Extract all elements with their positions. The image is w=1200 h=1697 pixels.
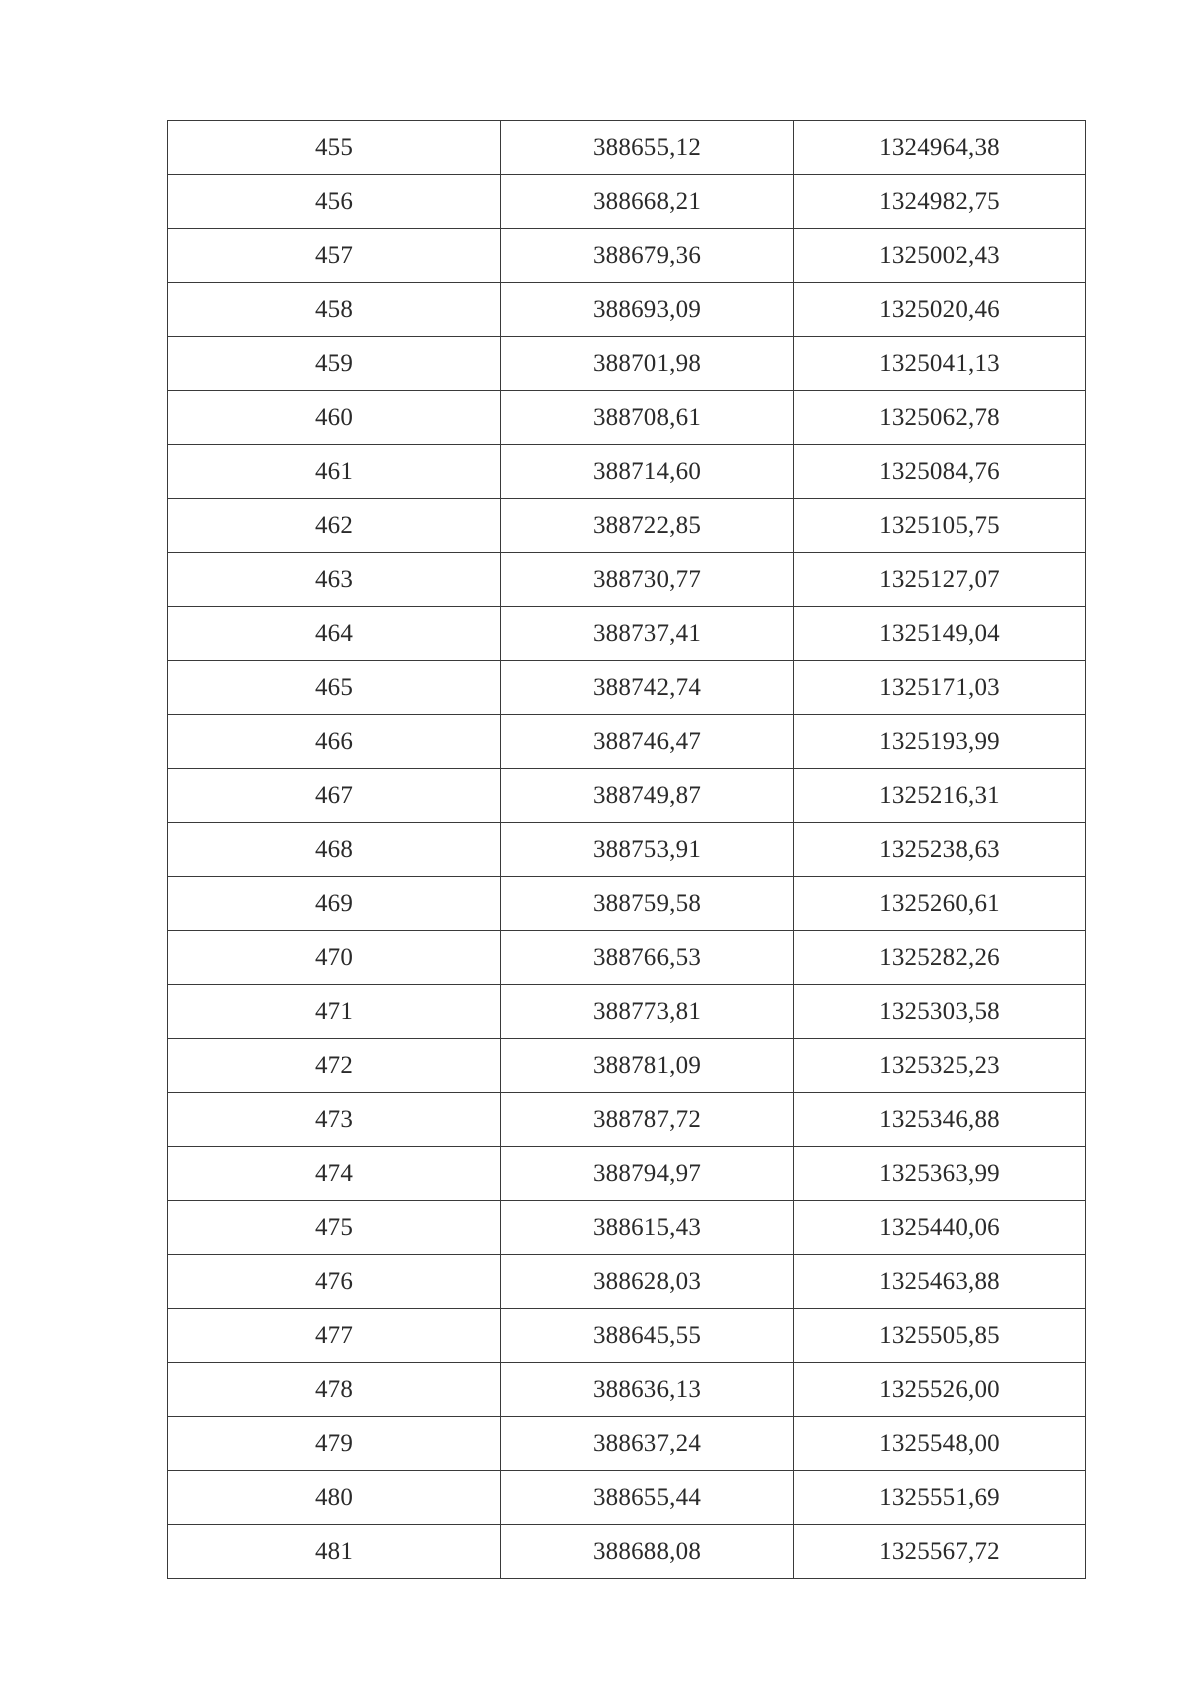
table-row <box>168 229 1086 283</box>
x-coordinate-cell: 388628,03 <box>501 1255 794 1309</box>
table-row <box>168 337 1086 391</box>
table-row <box>168 1525 1086 1579</box>
point-number-cell: 461 <box>168 445 501 499</box>
table-row <box>168 1417 1086 1471</box>
point-number-cell: 457 <box>168 229 501 283</box>
x-coordinate-cell: 388737,41 <box>501 607 794 661</box>
table-row <box>168 391 1086 445</box>
table-row <box>168 283 1086 337</box>
point-number-cell: 458 <box>168 283 501 337</box>
y-coordinate-cell: 1324964,38 <box>794 121 1086 175</box>
point-number-cell: 468 <box>168 823 501 877</box>
point-number-cell: 477 <box>168 1309 501 1363</box>
table-row <box>168 553 1086 607</box>
table-row <box>168 823 1086 877</box>
y-coordinate-cell: 1325216,31 <box>794 769 1086 823</box>
point-number-cell: 463 <box>168 553 501 607</box>
point-number-cell: 464 <box>168 607 501 661</box>
y-coordinate-cell: 1325303,58 <box>794 985 1086 1039</box>
coordinates-table-body <box>168 121 1086 1579</box>
table-row <box>168 1363 1086 1417</box>
table-row <box>168 877 1086 931</box>
table-row <box>168 607 1086 661</box>
y-coordinate-cell: 1325551,69 <box>794 1471 1086 1525</box>
point-number-cell: 465 <box>168 661 501 715</box>
x-coordinate-cell: 388749,87 <box>501 769 794 823</box>
x-coordinate-cell: 388701,98 <box>501 337 794 391</box>
y-coordinate-cell: 1325041,13 <box>794 337 1086 391</box>
point-number-cell: 473 <box>168 1093 501 1147</box>
y-coordinate-cell: 1325548,00 <box>794 1417 1086 1471</box>
x-coordinate-cell: 388714,60 <box>501 445 794 499</box>
y-coordinate-cell: 1325463,88 <box>794 1255 1086 1309</box>
point-number-cell: 455 <box>168 121 501 175</box>
x-coordinate-cell: 388766,53 <box>501 931 794 985</box>
x-coordinate-cell: 388655,44 <box>501 1471 794 1525</box>
x-coordinate-cell: 388730,77 <box>501 553 794 607</box>
x-coordinate-cell: 388742,74 <box>501 661 794 715</box>
x-coordinate-cell: 388615,43 <box>501 1201 794 1255</box>
x-coordinate-cell: 388645,55 <box>501 1309 794 1363</box>
y-coordinate-cell: 1325363,99 <box>794 1147 1086 1201</box>
point-number-cell: 469 <box>168 877 501 931</box>
y-coordinate-cell: 1325526,00 <box>794 1363 1086 1417</box>
table-row <box>168 445 1086 499</box>
y-coordinate-cell: 1325282,26 <box>794 931 1086 985</box>
point-number-cell: 470 <box>168 931 501 985</box>
y-coordinate-cell: 1325440,06 <box>794 1201 1086 1255</box>
point-number-cell: 474 <box>168 1147 501 1201</box>
table-row <box>168 1147 1086 1201</box>
point-number-cell: 456 <box>168 175 501 229</box>
point-number-cell: 471 <box>168 985 501 1039</box>
y-coordinate-cell: 1325325,23 <box>794 1039 1086 1093</box>
point-number-cell: 480 <box>168 1471 501 1525</box>
x-coordinate-cell: 388636,13 <box>501 1363 794 1417</box>
y-coordinate-cell: 1325171,03 <box>794 661 1086 715</box>
y-coordinate-cell: 1325062,78 <box>794 391 1086 445</box>
x-coordinate-cell: 388773,81 <box>501 985 794 1039</box>
y-coordinate-cell: 1325567,72 <box>794 1525 1086 1579</box>
table-row <box>168 715 1086 769</box>
point-number-cell: 467 <box>168 769 501 823</box>
table-row <box>168 1093 1086 1147</box>
point-number-cell: 479 <box>168 1417 501 1471</box>
point-number-cell: 475 <box>168 1201 501 1255</box>
table-row <box>168 931 1086 985</box>
y-coordinate-cell: 1325020,46 <box>794 283 1086 337</box>
x-coordinate-cell: 388668,21 <box>501 175 794 229</box>
x-coordinate-cell: 388794,97 <box>501 1147 794 1201</box>
y-coordinate-cell: 1325084,76 <box>794 445 1086 499</box>
point-number-cell: 462 <box>168 499 501 553</box>
x-coordinate-cell: 388688,08 <box>501 1525 794 1579</box>
x-coordinate-cell: 388722,85 <box>501 499 794 553</box>
y-coordinate-cell: 1325238,63 <box>794 823 1086 877</box>
table-row <box>168 769 1086 823</box>
x-coordinate-cell: 388759,58 <box>501 877 794 931</box>
y-coordinate-cell: 1325149,04 <box>794 607 1086 661</box>
x-coordinate-cell: 388746,47 <box>501 715 794 769</box>
table-row <box>168 1309 1086 1363</box>
x-coordinate-cell: 388637,24 <box>501 1417 794 1471</box>
table-row <box>168 1201 1086 1255</box>
table-row <box>168 175 1086 229</box>
table-row <box>168 1471 1086 1525</box>
point-number-cell: 481 <box>168 1525 501 1579</box>
x-coordinate-cell: 388708,61 <box>501 391 794 445</box>
y-coordinate-cell: 1325505,85 <box>794 1309 1086 1363</box>
table-row <box>168 499 1086 553</box>
point-number-cell: 460 <box>168 391 501 445</box>
coordinates-table <box>167 120 1086 1579</box>
x-coordinate-cell: 388693,09 <box>501 283 794 337</box>
table-row <box>168 121 1086 175</box>
x-coordinate-cell: 388679,36 <box>501 229 794 283</box>
y-coordinate-cell: 1325105,75 <box>794 499 1086 553</box>
x-coordinate-cell: 388781,09 <box>501 1039 794 1093</box>
x-coordinate-cell: 388655,12 <box>501 121 794 175</box>
y-coordinate-cell: 1325346,88 <box>794 1093 1086 1147</box>
y-coordinate-cell: 1325002,43 <box>794 229 1086 283</box>
point-number-cell: 459 <box>168 337 501 391</box>
y-coordinate-cell: 1324982,75 <box>794 175 1086 229</box>
x-coordinate-cell: 388753,91 <box>501 823 794 877</box>
y-coordinate-cell: 1325193,99 <box>794 715 1086 769</box>
x-coordinate-cell: 388787,72 <box>501 1093 794 1147</box>
table-row <box>168 1039 1086 1093</box>
y-coordinate-cell: 1325127,07 <box>794 553 1086 607</box>
table-row <box>168 985 1086 1039</box>
point-number-cell: 472 <box>168 1039 501 1093</box>
point-number-cell: 476 <box>168 1255 501 1309</box>
point-number-cell: 466 <box>168 715 501 769</box>
table-row <box>168 1255 1086 1309</box>
table-row <box>168 661 1086 715</box>
y-coordinate-cell: 1325260,61 <box>794 877 1086 931</box>
point-number-cell: 478 <box>168 1363 501 1417</box>
